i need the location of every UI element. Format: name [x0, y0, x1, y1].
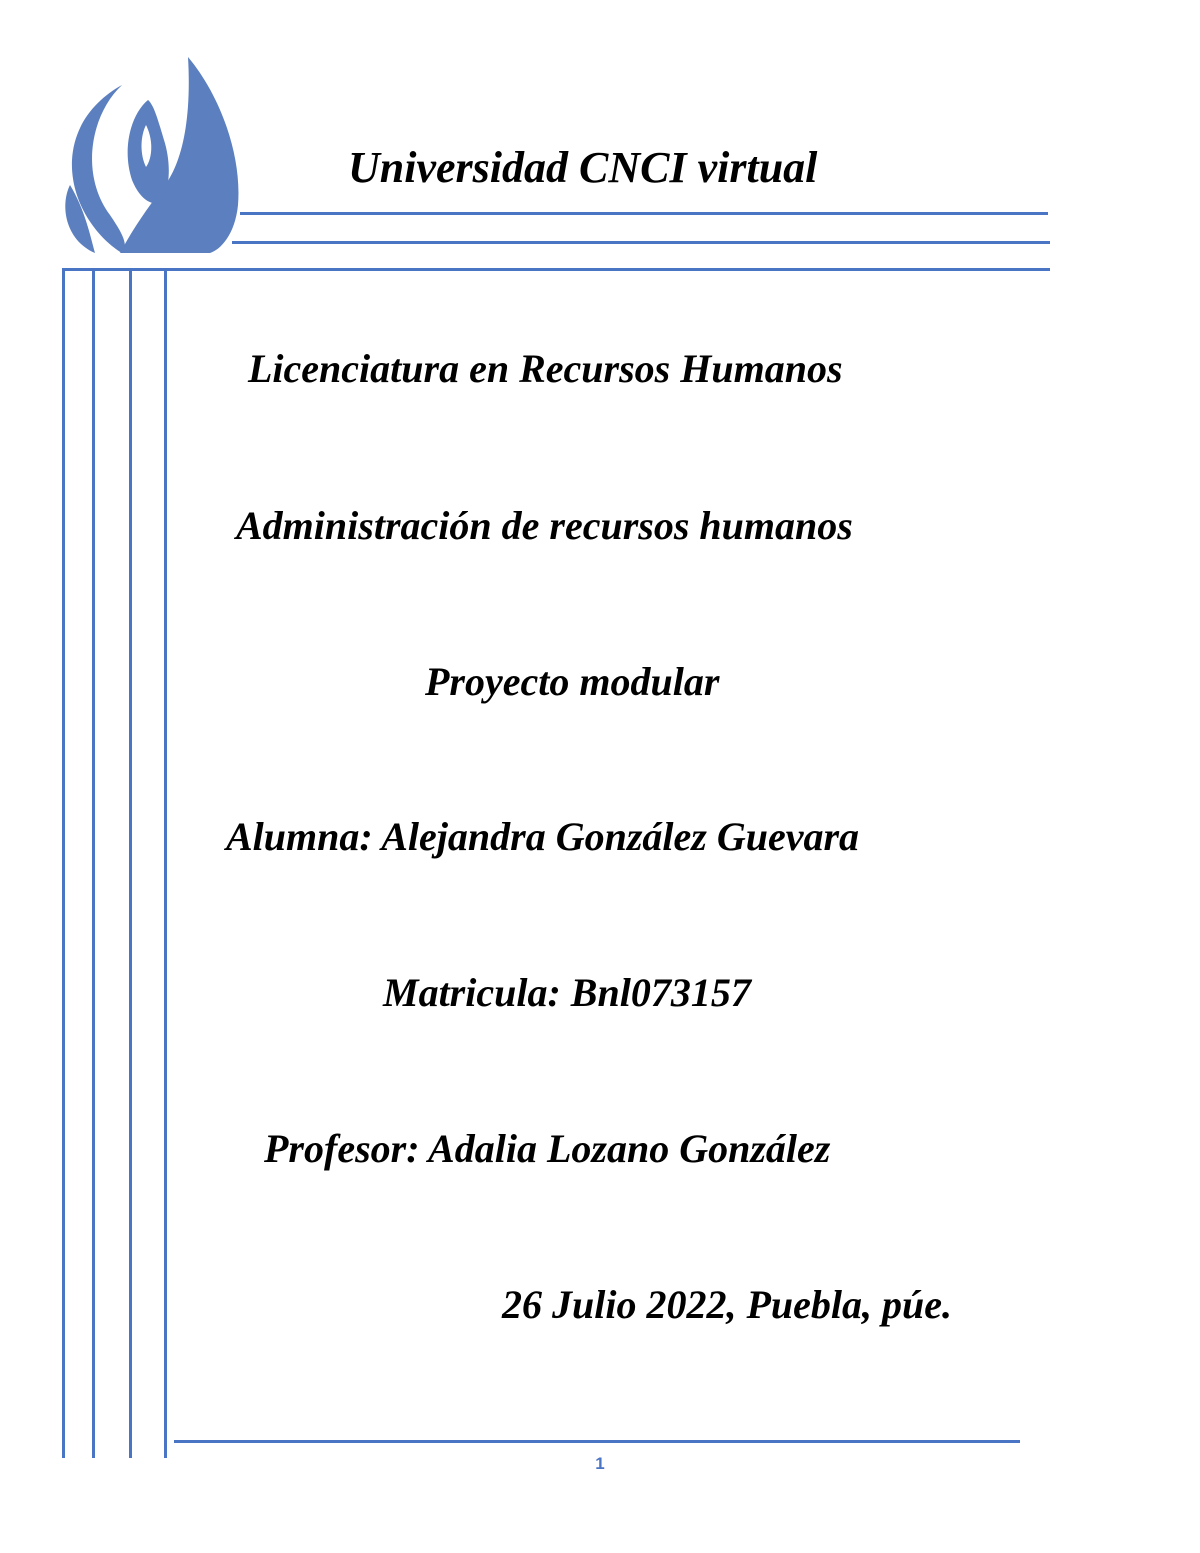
footer-rule: [174, 1440, 1020, 1443]
cnci-logo-icon: [60, 55, 242, 255]
degree-title: Licenciatura en Recursos Humanos: [248, 346, 843, 391]
border-vertical-4: [164, 268, 167, 1458]
university-name: Universidad CNCI virtual: [348, 143, 818, 192]
border-vertical-2: [92, 268, 95, 1458]
border-vertical-1: [62, 268, 65, 1458]
professor-name: Profesor: Adalia Lozano González: [264, 1126, 831, 1171]
date-place: 26 Julio 2022, Puebla, púe.: [502, 1282, 953, 1327]
page-number: 1: [595, 1454, 605, 1473]
subject-title: Administración de recursos humanos: [236, 503, 853, 548]
header-rule-2: [232, 241, 1050, 244]
student-name: Alumna: Alejandra González Guevara: [226, 814, 860, 859]
header-rule-1: [240, 212, 1048, 215]
header-rule-3: [62, 268, 1050, 271]
assignment-title: Proyecto modular: [425, 659, 720, 704]
border-vertical-3: [129, 268, 132, 1458]
enrollment-id: Matricula: Bnl073157: [383, 970, 751, 1015]
